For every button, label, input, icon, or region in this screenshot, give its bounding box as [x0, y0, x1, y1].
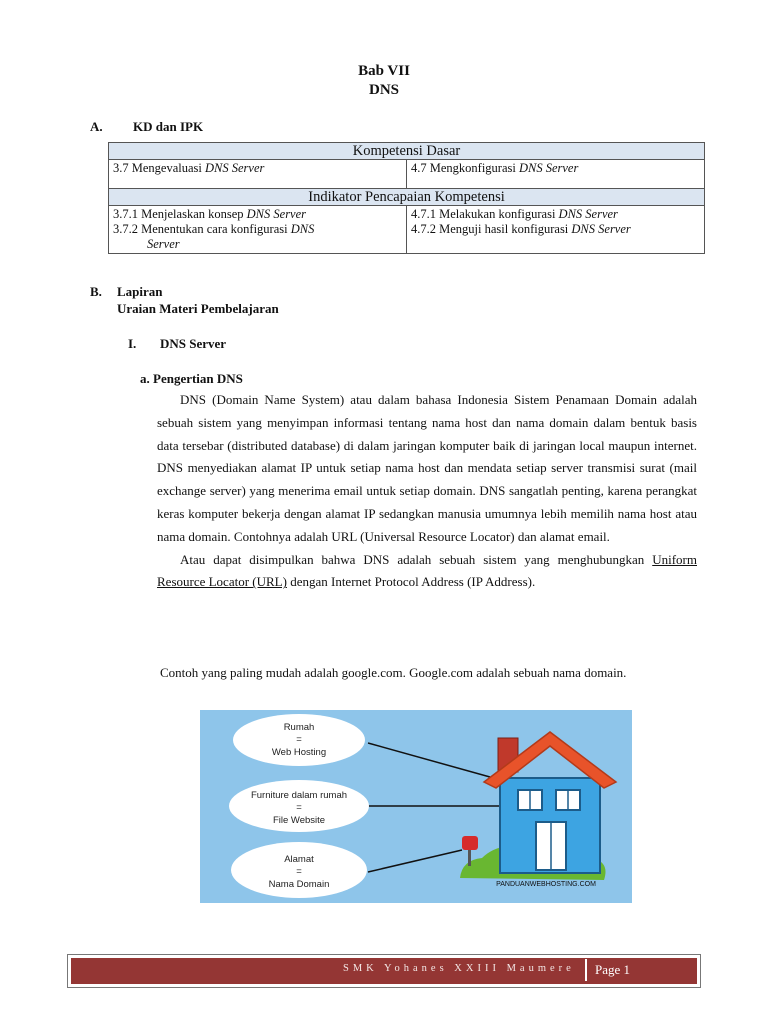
- figure-credit: PANDUANWEBHOSTING.COM: [496, 881, 596, 888]
- bubble3-line1: Alamat: [284, 854, 314, 865]
- page-number-box: [585, 959, 687, 981]
- bubble3-line2: =: [296, 866, 302, 877]
- section-a-title: KD dan IPK: [133, 119, 204, 134]
- paragraph-2: Atau dapat disimpulkan bahwa DNS adalah sebuah sistem yang menghubungkan Uniform Resource Locator (URL) dengan Internet Protocol Address (IP Address).: [157, 551, 697, 590]
- subsection-num: I.: [128, 336, 137, 351]
- page-number: Page 1: [595, 962, 631, 977]
- kd-left-cell: 3.7 Mengevaluasi DNS Server: [109, 160, 407, 189]
- kd-ipk-table: [108, 142, 705, 254]
- ipk-header: Indikator Pencapaian Kompetensi: [109, 189, 705, 206]
- point-a-label: a. Pengertian DNS: [140, 371, 243, 386]
- bubble2-line1: Furniture dalam rumah: [250, 790, 348, 801]
- ipk-left-cell: 3.7.1 Menjelaskan konsep DNS Server 3.7.2 Menentukan cara konfigurasi DNS Server: [109, 206, 407, 254]
- bubble1-line1: Rumah: [283, 722, 315, 733]
- chapter-topic: DNS: [368, 82, 399, 98]
- mailbox-icon: [462, 836, 478, 850]
- bubble1-line2: =: [296, 734, 302, 745]
- url-link[interactable]: Uniform Resource Locator (URL): [157, 551, 697, 590]
- subsection-title: DNS Server: [160, 336, 227, 351]
- section-b-title: Lapiran: [117, 284, 163, 299]
- kd-header: Kompetensi Dasar: [109, 143, 705, 160]
- bubble2-line2: =: [296, 802, 302, 813]
- section-a-letter: A.: [90, 119, 103, 134]
- bubble2-line3: File Website: [272, 815, 326, 826]
- kd-right-cell: 4.7 Mengkonfigurasi DNS Server: [407, 160, 705, 189]
- section-b-subtitle: Uraian Materi Pembelajaran: [117, 301, 279, 316]
- bubble3-line3: Nama Domain: [268, 879, 330, 890]
- paragraph-3: Contoh yang paling mudah adalah google.com. Google.com adalah sebuah nama domain.: [160, 665, 627, 680]
- bubble1-line3: Web Hosting: [271, 747, 327, 758]
- ipk-right-cell: 4.7.1 Melakukan konfigurasi DNS Server 4.7.2 Menguji hasil konfigurasi DNS Server: [407, 206, 705, 254]
- paragraph-1: DNS (Domain Name System) atau dalam bahasa Indonesia Sistem Penamaan Domain adalah sebuah sistem yang menyimpan informasi tentang nama host dan nama domain dalam bentuk basis data tersebar (distributed database) di dalam jaringan komputer baik di jaringan local maupun internet. DNS menyediakan alamat IP untuk setiap nama host dan mendata setiap server transmisi surat (mail exchange server) yang menerima email untuk setiap domain. DNS sangatlah penting, karena perangkat keras komputer bekerja dengan alamat IP sedangkan manusia umumnya lebih memilih nama host atau nama domain. Contohnya adalah URL (Universal Resource Locator) dan alamat email. Atau dapat disimpulkan bahwa DNS adalah sebuah sistem yang menghubungkan Uniform Resource Locator (URL) dengan Internet Protocol Address (IP Address).: [157, 389, 697, 594]
- chapter-title: Bab VII: [358, 63, 410, 79]
- dns-analogy-figure: [200, 710, 632, 903]
- footer-bar: [67, 954, 701, 988]
- footer-school: SMK Yohanes XXIII Maumere: [343, 963, 575, 974]
- section-b-letter: B.: [90, 284, 102, 299]
